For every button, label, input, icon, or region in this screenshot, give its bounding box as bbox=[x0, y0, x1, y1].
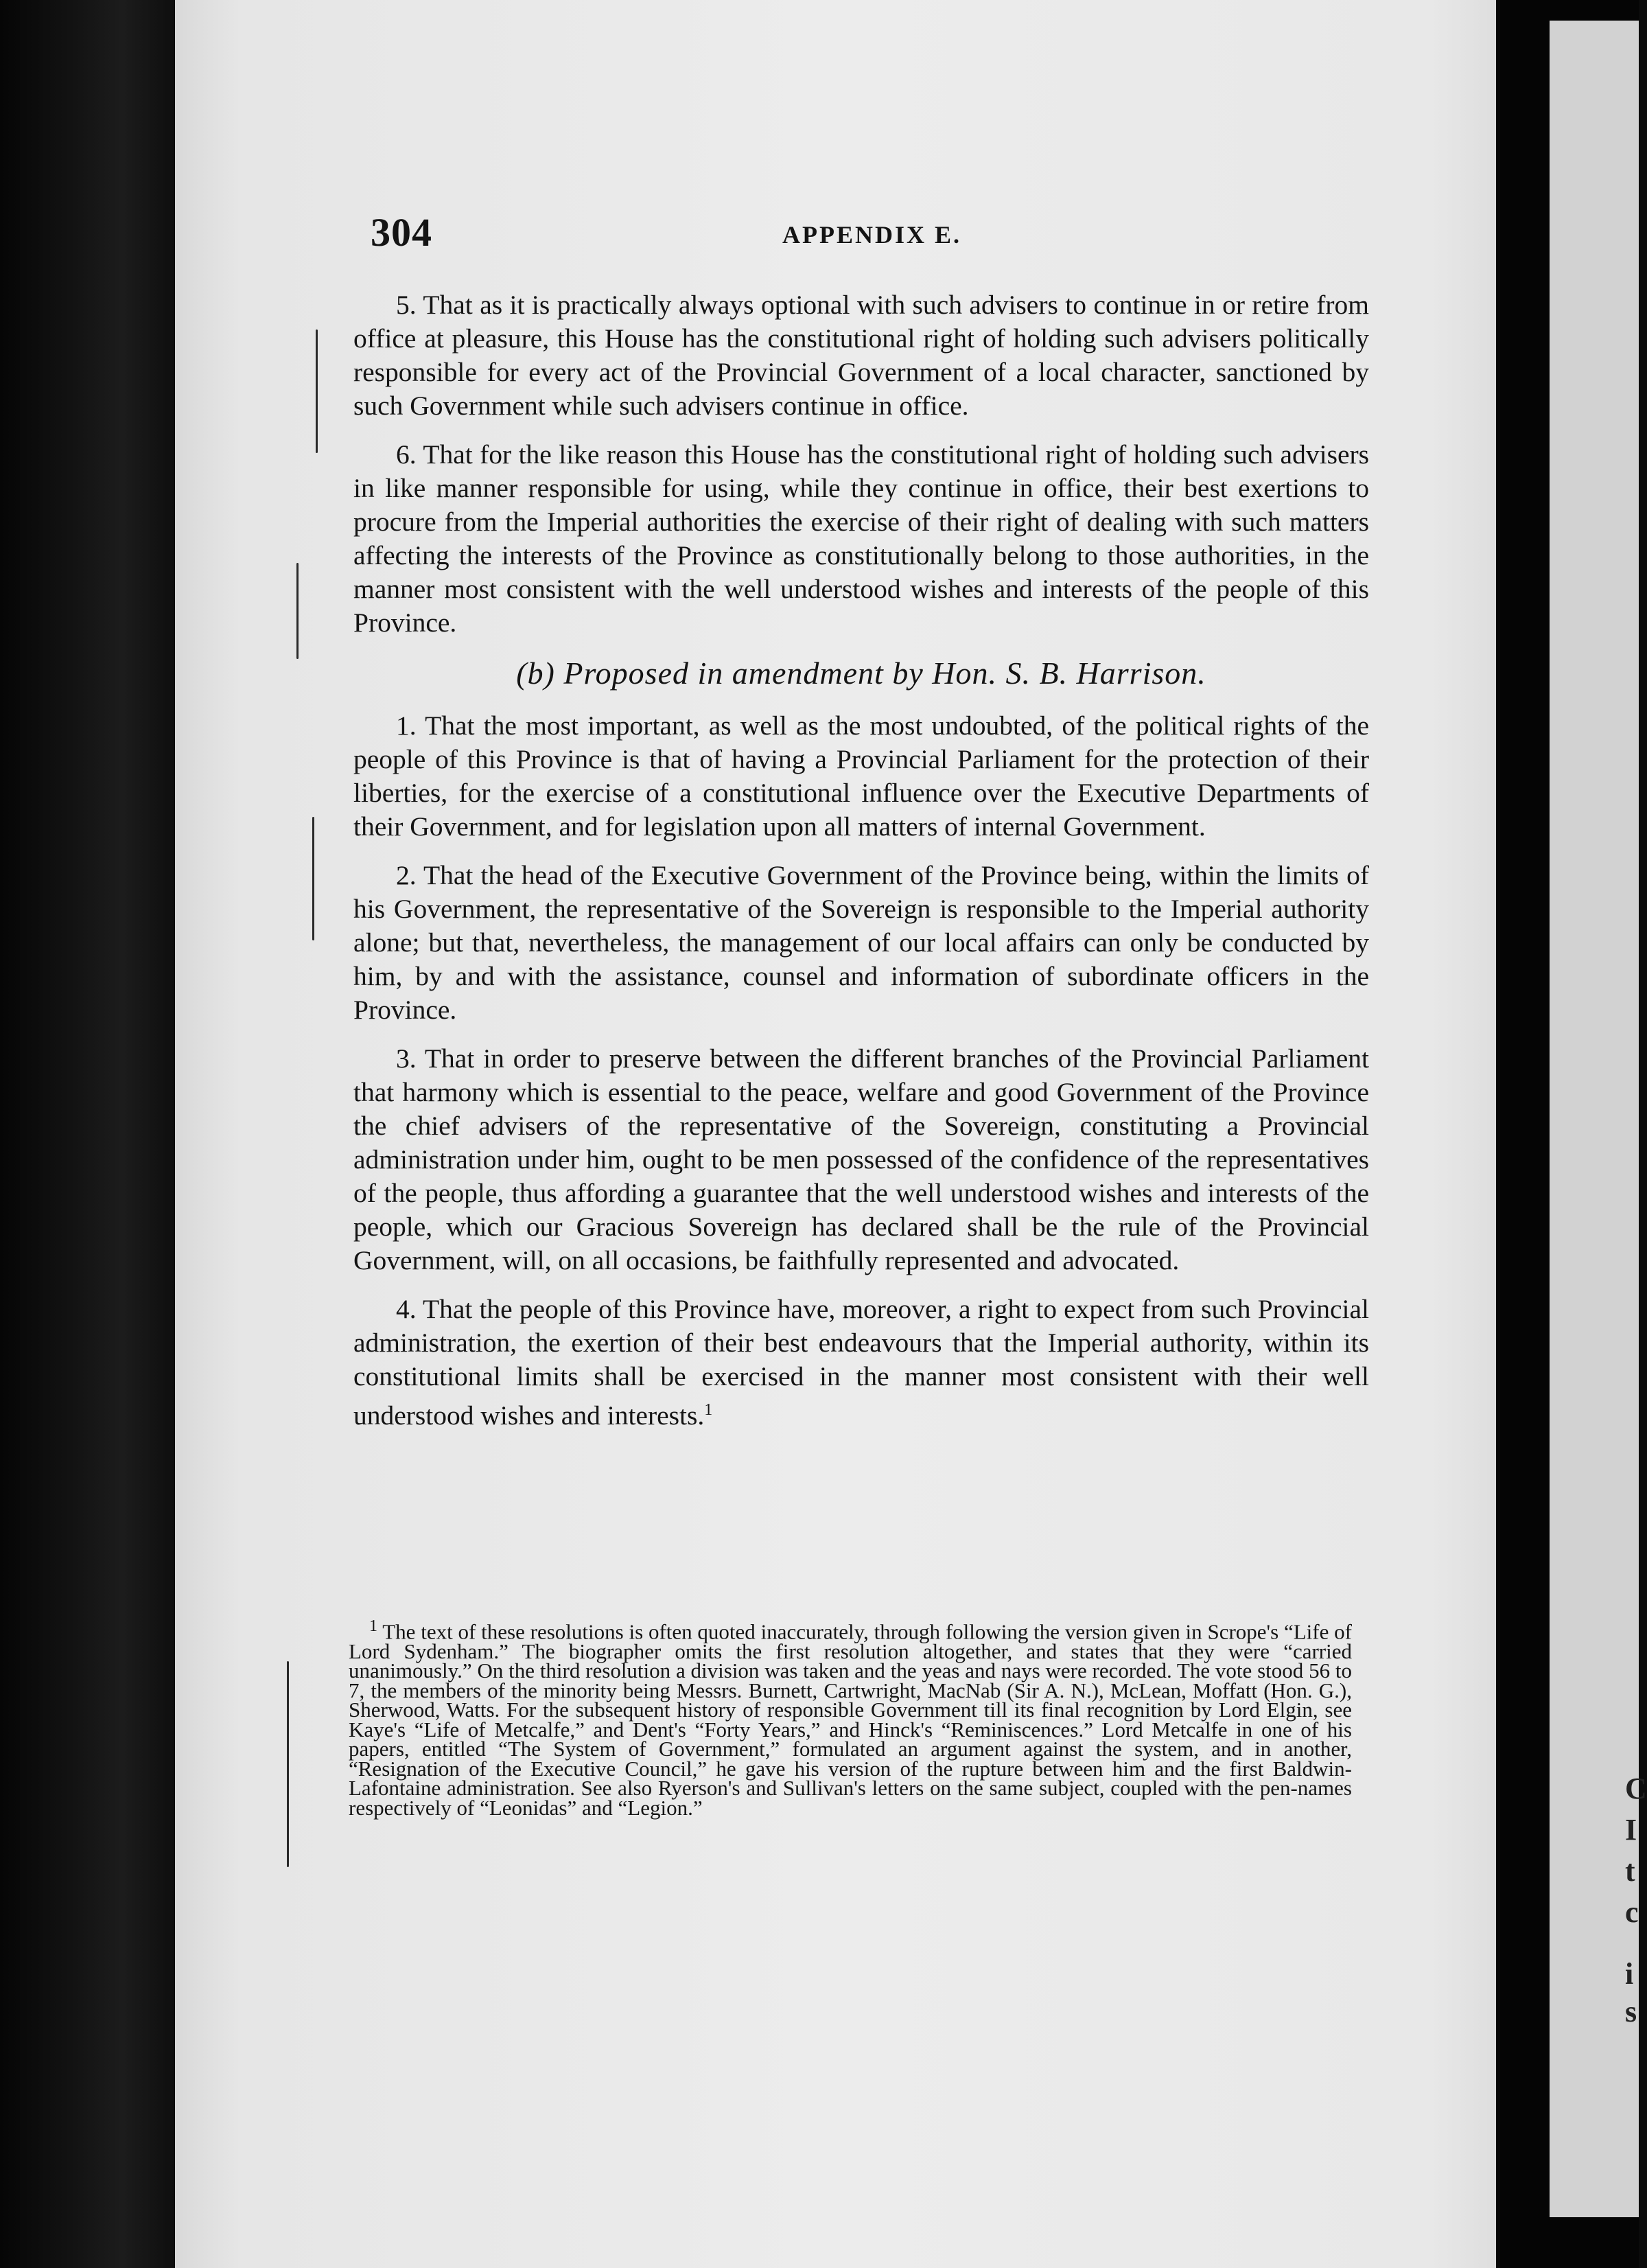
resolution-paragraph: 5. That as it is practically always optional with such advisers to continue in or retire from office at pleasure, this House has the constitutional right of holding such advisers politically responsible for every act of the Provincial Government of a local character, sanctioned by such Government while such advisers continue in office. bbox=[353, 290, 1369, 421]
adjacent-page-letter: C bbox=[1625, 1772, 1647, 1805]
footnote-reference: 1 bbox=[704, 1401, 713, 1419]
resolution-paragraph: 6. That for the like reason this House has the constitutional right of holding such advisers in like manner responsible for using, while they continue in office, their best exertions to procure from the Imperial authorities the exercise of their right of dealing with such matters affecting the interests of the Province as constitutionally belong to those authorities, in the manner most consistent with the well understood wishes and interests of the people of this Province. bbox=[353, 439, 1369, 638]
margin-pencil-mark bbox=[287, 1661, 289, 1867]
resolution-paragraph: 2. That the head of the Executive Government of the Province being, within the limits of his Government, the representative of the Sovereign is responsible to the Imperial authority alone; but that, nevertheless, the management of our local affairs can only be conducted by him, by and with the assistance, counsel and information of subordinate officers in the Province. bbox=[353, 860, 1369, 1025]
margin-pencil-mark bbox=[296, 563, 299, 659]
adjacent-page-letter: i bbox=[1625, 1957, 1634, 1991]
footnote bbox=[349, 1617, 1352, 1818]
adjacent-page-letter: s bbox=[1625, 1995, 1637, 2028]
margin-pencil-mark bbox=[316, 329, 318, 453]
resolution-paragraph bbox=[353, 1293, 1369, 1433]
body-text bbox=[353, 288, 1369, 1448]
footnote-text: The text of these resolutions is often quoted inaccurately, through following the version given in Scrope's “Life of Lord Sydenham.” The biographer omits the first resolution altogether, and states that they were “carried unanimously.” On the third resolution a division was taken and the yeas and nays were recorded. The vote stood 56 to 7, the members of the minority being Messrs. Burnett, Cartwright, MacNab (Sir A. N.), McLean, Moffatt (Hon. G.), Sherwood, Watts. For the subsequent history of responsible Government till its final recognition by Lord Elgin, see Kaye's “Life of Metcalfe,” and Dent's “Forty Years,” and Hinck's “Reminiscences.” Lord Metcalfe in one of his papers, entitled “The System of Government,” formulated an argument against the system, and in another, “Resignation of the Executive Council,” he gave his version of the rupture between him and the first Baldwin-Lafontaine administration. See also Ryerson's and Sullivan's letters on the same subject, coupled with the pen-names respectively of “Leonidas” and “Legion.” bbox=[349, 1619, 1353, 1820]
running-head: APPENDIX E. bbox=[782, 221, 962, 248]
page-header bbox=[371, 209, 1366, 264]
page-number: 304 bbox=[371, 210, 432, 255]
resolution-paragraph: 1. That the most important, as well as the most undoubted, of the political rights of the people of this Province is that of having a Provincial Parliament for the protection of their liberties, for the exercise of a constitutional influence over the Executive Departments of their Government, and for legislation upon all matters of internal Government. bbox=[353, 710, 1369, 842]
resolution-text: 4. That the people of this Province have, moreover, a right to expect from such Provincial administration, the exertion of their best endeavours that the Imperial authority, within its constitutional limits shall be exercised in the manner most consistent with their well understood wishes and interests. bbox=[353, 1294, 1369, 1431]
footnote-marker: 1 bbox=[369, 1617, 377, 1635]
adjacent-page-letter: I bbox=[1625, 1813, 1637, 1847]
margin-pencil-mark bbox=[312, 817, 314, 940]
book-spine-shadow bbox=[0, 0, 175, 2268]
adjacent-page-letter: t bbox=[1625, 1854, 1635, 1888]
adjacent-page-letter: c bbox=[1625, 1895, 1639, 1929]
section-heading: (b) Proposed in amendment by Hon. S. B. Harrison. bbox=[516, 656, 1206, 691]
resolution-paragraph: 3. That in order to preserve between the different branches of the Provincial Parliament that harmony which is essential to the peace, welfare and good Government of the Province the chief advisers of the representative of the Sovereign, constituting a Provincial administration under him, ought to be men possessed of the confidence of the representatives of the people, thus affording a guarantee that the well understood wishes and interests of the people, which our Gracious Sovereign has declared shall be the rule of the Provincial Government, will, on all occasions, be faithfully represented and advocated. bbox=[353, 1043, 1369, 1275]
